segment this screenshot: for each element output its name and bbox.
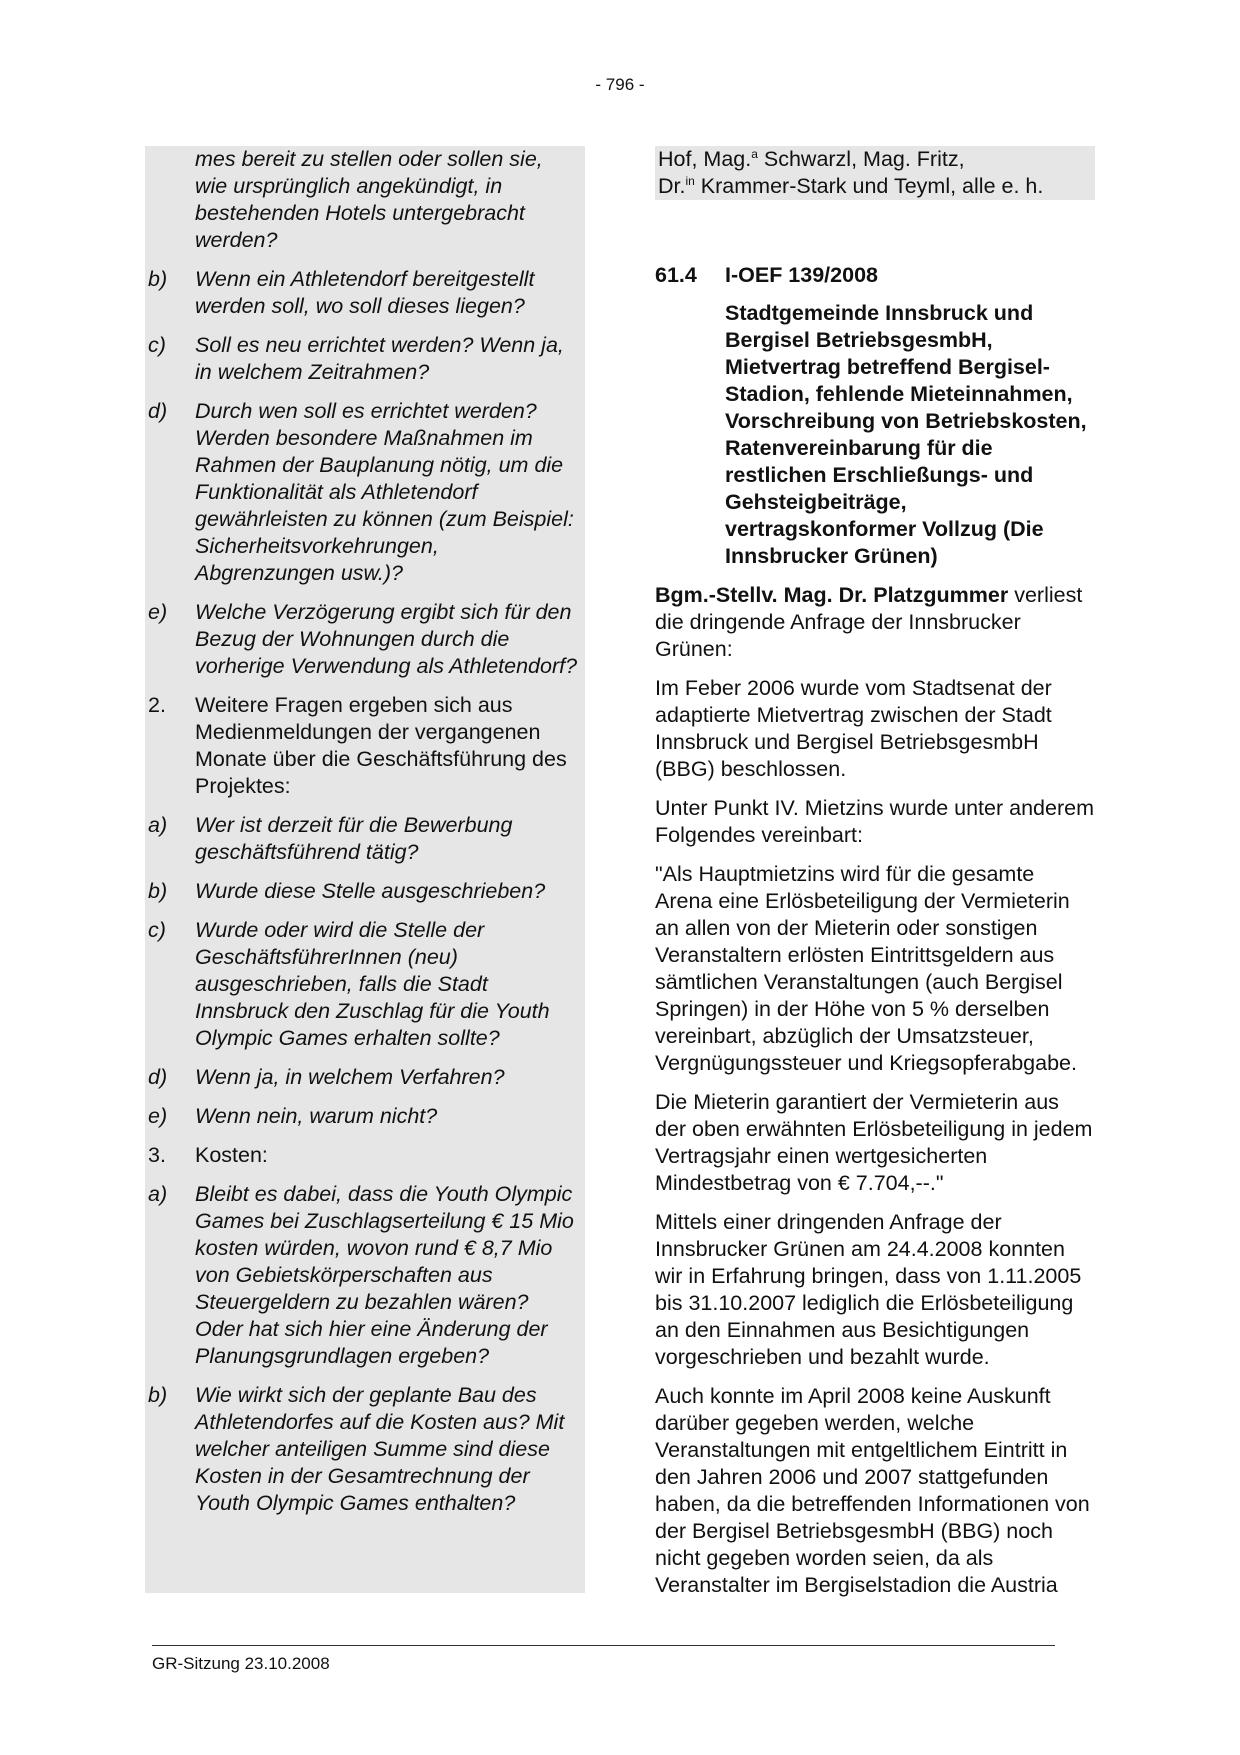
point-label: 2. <box>148 693 166 717</box>
item-text: Bleibt es dabei, dass die Youth Olympic Games bei Zuschlagserteilung € 15 Mio kosten würden, wovon rund € 8,7 Mio von Gebietskörperschaften aus Steuergeldern zu bezahlen wären? Oder hat sich hier eine Änderung der Planungsgrundlagen ergeben? <box>195 1182 574 1368</box>
section-number: 61.4 <box>655 263 697 287</box>
signatory-text: Dr. <box>658 174 686 198</box>
body-paragraph: "Als Hauptmietzins wird für die gesamte Arena eine Erlösbeteiligung der Vermieterin an allen von der Mieterin oder sonstigen Veranstaltern erlösten Eintrittsgeldern aus sämtlichen Veranstaltungen (auch Bergisel Springen) in der Höhe von 5 % derselben vereinbart, abzüglich der Umsatzsteuer, Vergnügungssteuer und Kriegsopferabgabe. <box>655 862 1077 1075</box>
item-text: Wurde diese Stelle ausgeschrieben? <box>195 879 546 903</box>
point-text: Weitere Fragen ergeben sich aus Medienmeldungen der vergangenen Monate über die Geschäftsführung des Projektes: <box>195 693 567 798</box>
title-superscript: in <box>685 173 695 188</box>
footer-session-date: GR-Sitzung 23.10.2008 <box>152 1654 330 1673</box>
item-label: e) <box>148 600 168 624</box>
page-number: - 796 - <box>595 75 645 94</box>
item-label: d) <box>148 399 168 423</box>
section-heading <box>655 262 1095 289</box>
item-label: a) <box>148 1182 168 1206</box>
continued-question: mes bereit zu stellen oder sollen sie, wie ursprünglich angekündigt, in bestehenden Hotels untergebracht werden? <box>195 147 543 252</box>
item-text: Soll es neu errichtet werden? Wenn ja, in welchem Zeitrahmen? <box>195 333 564 384</box>
item-label: a) <box>148 813 168 837</box>
item-text: Wurde oder wird die Stelle der GeschäftsführerInnen (neu) ausgeschrieben, falls die Stadt Innsbruck den Zuschlag für die Youth Olympic Games erhalten sollte? <box>195 918 550 1050</box>
item-label: c) <box>148 333 166 357</box>
question-item <box>148 878 578 905</box>
question-item <box>148 1064 578 1091</box>
item-label: b) <box>148 1383 168 1407</box>
signatories-line <box>658 173 1091 200</box>
question-item <box>148 1103 578 1130</box>
signatories-box <box>655 146 1095 200</box>
item-text: Wenn ein Athletendorf bereitgestellt werden soll, wo soll dieses liegen? <box>195 267 535 318</box>
right-column <box>655 146 1095 1611</box>
body-paragraph: Im Feber 2006 wurde vom Stadtsenat der adaptierte Mietvertrag zwischen der Stadt Innsbruck und Bergisel BetriebsgesmbH (BBG) beschlossen. <box>655 676 1052 781</box>
body-paragraph: Unter Punkt IV. Mietzins wurde unter anderem Folgendes vereinbart: <box>655 796 1094 847</box>
question-item <box>148 599 578 680</box>
item-label: b) <box>148 879 168 903</box>
item-text: Durch wen soll es errichtet werden? Werden besondere Maßnahmen im Rahmen der Bauplanung nötig, um die Funktionalität als Athletendorf gewährleisten zu können (zum Beispiel: Sicherheitsvorkehrungen, Abgrenzungen usw.)? <box>195 399 574 585</box>
signatory-text: Krammer-Stark und Teyml, alle e. h. <box>694 174 1044 198</box>
question-item <box>148 812 578 866</box>
item-label: d) <box>148 1065 168 1089</box>
speaker-paragraph <box>655 582 1095 663</box>
item-label: b) <box>148 267 168 291</box>
item-label: c) <box>148 918 166 942</box>
body-paragraph: Die Mieterin garantiert der Vermieterin aus der oben erwähnten Erlösbeteiligung in jedem Vertragsjahr einen wertgesicherten Mindestbetrag von € 7.704,--." <box>655 1090 1093 1195</box>
footer-divider <box>152 1645 1055 1646</box>
signatory-text: Hof, Mag. <box>658 147 752 171</box>
title-superscript: a <box>751 146 758 161</box>
numbered-point <box>148 1142 578 1169</box>
speaker-text: verliest die dringende Anfrage der Innsbrucker Grünen: <box>655 583 1083 661</box>
item-text: Wer ist derzeit für die Bewerbung geschäftsführend tätig? <box>195 813 513 864</box>
question-item <box>148 1382 578 1517</box>
body-paragraph: Auch konnte im April 2008 keine Auskunft darüber gegeben werden, welche Veranstaltungen mit entgeltlichem Eintritt in den Jahren 2006 und 2007 stattgefunden haben, da die betreffenden Informationen von der Bergisel BetriebsgesmbH (BBG) noch nicht gegeben worden seien, da als Veranstalter im Bergiselstadion die Austria <box>655 1384 1090 1597</box>
body-paragraph: Mittels einer dringenden Anfrage der Innsbrucker Grünen am 24.4.2008 konnten wir in Erfahrung bringen, dass von 1.11.2005 bis 31.10.2007 lediglich die Erlösbeteiligung an den Einnahmen aus Besichtigungen vorgeschrieben und bezahlt wurde. <box>655 1210 1082 1369</box>
point-label: 3. <box>148 1143 166 1167</box>
item-text: Welche Verzögerung ergibt sich für den Bezug der Wohnungen durch die vorherige Verwendung als Athletendorf? <box>195 600 578 678</box>
section-title: Stadtgemeinde Innsbruck und Bergisel BetriebsgesmbH, Mietvertrag betreffend Bergisel-Stadion, fehlende Mieteinnahmen, Vorschreibung von Betriebskosten, Ratenvereinbarung für die restlichen Erschließungs- und Gehsteigbeiträge, vertragskonformer Vollzug (Die Innsbrucker Grünen) <box>725 301 1087 568</box>
left-column-quote <box>145 146 585 1593</box>
signatories-line <box>658 146 1091 173</box>
item-text: Wenn ja, in welchem Verfahren? <box>195 1065 505 1089</box>
section-code: I-OEF 139/2008 <box>725 263 878 287</box>
question-item <box>148 266 578 320</box>
question-item <box>148 1181 578 1370</box>
numbered-point <box>148 692 578 800</box>
question-item <box>148 398 578 587</box>
signatory-text: Schwarzl, Mag. Fritz, <box>757 147 965 171</box>
question-item <box>148 332 578 386</box>
item-text: Wie wirkt sich der geplante Bau des Athletendorfes auf die Kosten aus? Mit welcher anteiligen Summe sind diese Kosten in der Gesamtrechnung der Youth Olympic Games enthalten? <box>195 1383 565 1515</box>
item-label: e) <box>148 1104 168 1128</box>
item-text: Wenn nein, warum nicht? <box>195 1104 438 1128</box>
point-text: Kosten: <box>195 1143 268 1167</box>
speaker-name: Bgm.-Stellv. Mag. Dr. Platzgummer <box>655 583 1009 607</box>
question-item <box>148 917 578 1052</box>
